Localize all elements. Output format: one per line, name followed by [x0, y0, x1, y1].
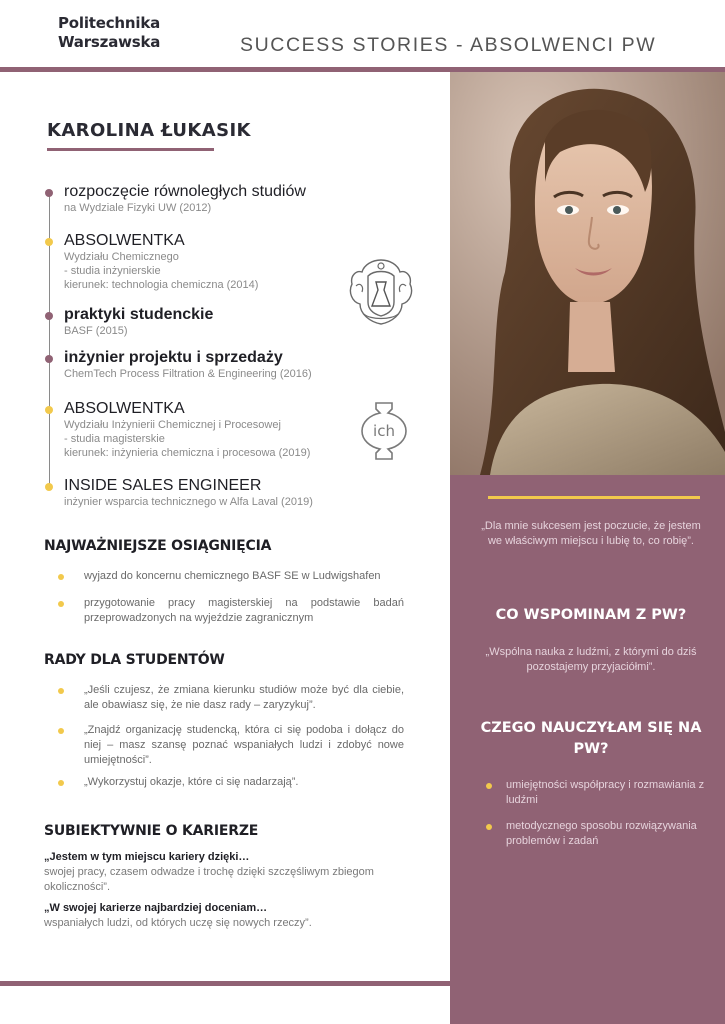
bullet-dot: [58, 780, 64, 786]
timeline-dot: [45, 483, 53, 491]
timeline-dot: [45, 312, 53, 320]
achievements-heading: NAJWAŻNIEJSZE OSIĄGNIĘCIA: [44, 538, 272, 554]
memories-text: „Wspólna nauka z ludźmi, z którymi do dziś pozostajemy przyjaciółmi”.: [485, 646, 697, 673]
timeline-title: ABSOLWENTKA: [64, 232, 185, 249]
career-answer: swojej pracy, czasem odwadze i trochę dzięki szczęśliwym zbiegom okoliczności”.: [44, 866, 374, 893]
timeline-detail-line: na Wydziale Fizyki UW (2012): [64, 202, 212, 214]
timeline-details: [64, 368, 312, 382]
advice-item: [58, 723, 404, 768]
advice-text: „Wykorzystuj okazje, które ci się nadarzają”.: [84, 776, 299, 788]
timeline-detail-line: kierunek: inżynieria chemiczna i procesowa (2019): [64, 446, 311, 459]
footer-divider: [0, 981, 450, 986]
faculty-chemistry-emblem-icon: [346, 256, 416, 333]
memories-heading: CO WSPOMINAM Z PW?: [495, 607, 687, 623]
timeline-detail-line: - studia inżynierskie: [64, 264, 161, 277]
bullet-dot: [486, 824, 492, 830]
bullet-dot: [486, 783, 492, 789]
learned-item: [486, 778, 722, 808]
timeline-title: ABSOLWENTKA: [64, 400, 185, 417]
achievement-item: [58, 569, 404, 584]
achievement-text: wyjazd do koncernu chemicznego BASF SE w Ludwigshafen: [84, 570, 381, 582]
career-answer-2: [44, 901, 406, 931]
timeline-details: [64, 496, 313, 510]
career-answer-1: [44, 850, 406, 895]
timeline-dot: [45, 406, 53, 414]
profile-name: KAROLINA ŁUKASIK: [47, 120, 251, 141]
timeline-dot: [45, 355, 53, 363]
timeline-detail-line: BASF (2015): [64, 325, 128, 337]
timeline-details: [64, 419, 310, 460]
quote-divider: [488, 496, 700, 499]
faculty-process-engineering-emblem-icon: [358, 400, 410, 467]
career-heading: SUBIEKTYWNIE O KARIERZE: [44, 823, 259, 839]
timeline-line: [49, 190, 50, 488]
timeline-detail-line: ChemTech Process Filtration & Engineering (2016): [64, 368, 312, 380]
timeline-detail-line: Wydziału Chemicznego: [64, 251, 179, 263]
timeline-dot: [45, 238, 53, 246]
portrait-photo: [450, 72, 725, 475]
learned-list: [486, 778, 722, 860]
bullet-dot: [58, 728, 64, 734]
timeline-detail-line: kierunek: technologia chemiczna (2014): [64, 278, 259, 291]
career-question: „Jestem w tym miejscu kariery dzięki…: [44, 851, 250, 863]
bullet-dot: [58, 601, 64, 607]
page-header-title: SUCCESS STORIES - ABSOLWENCI PW: [240, 34, 657, 56]
timeline-detail-line: inżynier wsparcia technicznego w Alfa Laval (2019): [64, 496, 313, 508]
portrait-illustration: [450, 72, 725, 475]
advice-item: [58, 775, 404, 790]
achievement-text: przygotowanie pracy magisterskiej na podstawie badań przeprowadzonych na wyjeździe zagranicznym: [84, 597, 404, 624]
learned-item-text: metodycznego sposobu rozwiązywania problemów i zadań: [506, 820, 697, 847]
learned-item: [486, 819, 722, 849]
success-quote: „Dla mnie sukcesem jest poczucie, że jestem we właściwym miejscu i lubię to, co robię”.: [481, 520, 701, 547]
timeline-details: [64, 251, 258, 292]
achievement-item: [58, 596, 404, 626]
timeline-title: rozpoczęcie równoległych studiów: [64, 183, 306, 200]
timeline-title: inżynier projektu i sprzedaży: [64, 349, 283, 366]
career-question: „W swojej karierze najbardziej doceniam…: [44, 902, 268, 914]
learned-heading: CZEGO NAUCZYŁAM SIĘ NA PW?: [480, 720, 702, 757]
name-underline: [47, 148, 214, 151]
logo-line-1: Politechnika: [58, 14, 161, 32]
timeline-details: [64, 325, 128, 339]
bullet-dot: [58, 574, 64, 580]
sidebar-panel: [450, 72, 725, 1024]
timeline-title: INSIDE SALES ENGINEER: [64, 477, 262, 494]
advice-text: „Jeśli czujesz, że zmiana kierunku studiów może być dla ciebie, ale obawiasz się, że nie dasz rady – zaryzykuj”.: [84, 684, 404, 711]
advice-text: „Znajdź organizację studencką, która ci się podoba i dołącz do niej – masz szansę poznać wspaniałych ludzi i zdobyć nowe umiejętności”.: [84, 724, 404, 766]
advice-item: [58, 683, 404, 713]
university-logo: [58, 14, 160, 52]
logo-line-2: Warszawska: [58, 33, 161, 51]
career-answer: wspaniałych ludzi, od których uczę się nowych rzeczy”.: [44, 917, 312, 929]
timeline-details: [64, 202, 211, 216]
bullet-dot: [58, 688, 64, 694]
learned-item-text: umiejętności współpracy i rozmawiania z ludźmi: [506, 779, 705, 806]
timeline-detail-line: - studia magisterskie: [64, 432, 165, 445]
timeline-dot: [45, 189, 53, 197]
emblem-text: ich: [373, 422, 395, 440]
timeline-detail-line: Wydziału Inżynierii Chemicznej i Procesowej: [64, 419, 281, 431]
advice-heading: RADY DLA STUDENTÓW: [44, 652, 225, 668]
timeline-title: praktyki studenckie: [64, 306, 214, 323]
